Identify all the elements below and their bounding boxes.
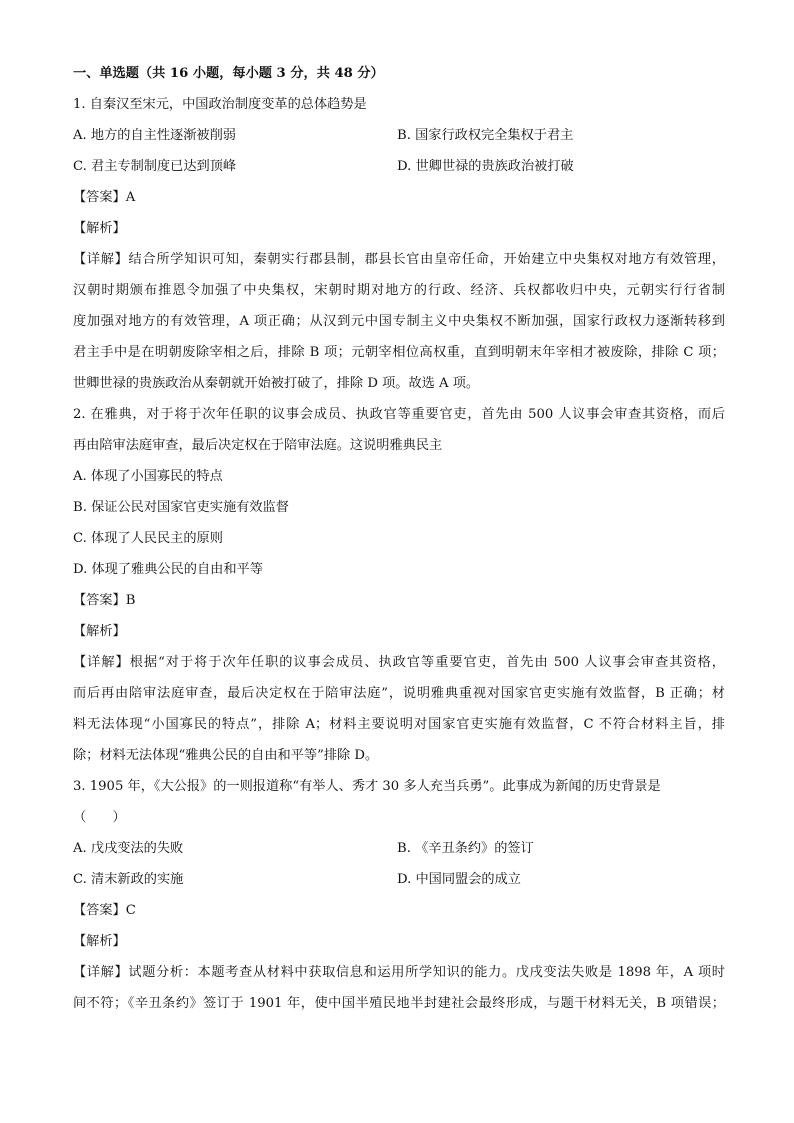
analysis-label: 【解析】 <box>73 221 126 236</box>
question-2 <box>73 399 725 771</box>
detail-line: 世卿世禄的贵族政治从秦朝就开始被打破了，排除 D 项。故选 A 项。 <box>73 376 480 391</box>
option-d: D. 中国同盟会的成立 <box>397 872 521 887</box>
option-c: C. 体现了人民民主的原则 <box>73 531 223 546</box>
option-d: D. 世卿世禄的贵族政治被打破 <box>397 159 574 174</box>
stem-line: 再由陪审法庭审查，最后决定权在于陪审法庭。这说明雅典民主 <box>73 438 443 453</box>
option-a: A. 体现了小国寡民的特点 <box>73 469 223 484</box>
option-d: D. 体现了雅典公民的自由和平等 <box>73 562 263 577</box>
question-3 <box>73 771 725 1019</box>
answer-label: 【答案】B <box>73 593 136 608</box>
answer-label: 【答案】C <box>73 903 136 918</box>
answer-label: 【答案】A <box>73 190 136 205</box>
detail-line: 汉朝时期颁布推恩令加强了中央集权，宋朝时期对地方的行政、经济、兵权都收归中央，元朝实行行省制 <box>73 283 725 298</box>
detail-line: 除；材料无法体现“雅典公民的自由和平等”排除 D。 <box>73 748 379 763</box>
detail-paragraph <box>73 647 725 771</box>
option-b: B. 国家行政权完全集权于君主 <box>397 128 574 143</box>
options-row <box>73 864 725 895</box>
analysis-label: 【解析】 <box>73 624 126 639</box>
question-1 <box>73 89 725 399</box>
question-stem <box>73 399 725 461</box>
stem-line: 2. 在雅典，对于将于次年任职的议事会成员、执政官等重要官吏，首先由 500 人议事会审查其资格，而后 <box>73 407 725 422</box>
option-a: A. 地方的自主性逐渐被削弱 <box>73 128 236 143</box>
question-stem <box>73 771 725 833</box>
question-stem: 1. 自秦汉至宋元，中国政治制度变革的总体趋势是 <box>73 97 367 112</box>
stem-line: 3. 1905 年，《大公报》的一则报道称“有举人、秀才 30 多人充当兵勇”。此事成为新闻的历史背景是 <box>73 779 661 794</box>
detail-line: 而后再由陪审法庭审查，最后决定权在于陪审法庭”，说明雅典重视对国家官吏实施有效监督，B 正确；材 <box>73 686 725 701</box>
options-row <box>73 151 725 182</box>
detail-line: 料无法体现“小国寡民的特点”，排除 A；材料主要说明对国家官吏实施有效监督，C 不符合材料主旨，排 <box>73 717 725 732</box>
option-b: B. 《辛丑条约》的签订 <box>397 841 534 856</box>
detail-line: 【详解】根据“对于将于次年任职的议事会成员、执政官等重要官吏，首先由 500 人议事会审查其资格， <box>73 655 725 670</box>
detail-line: 【详解】结合所学知识可知，秦朝实行郡县制，郡县长官由皇帝任命，开始建立中央集权对地方有效管理， <box>73 252 725 267</box>
detail-line: 君主手中是在明朝废除宰相之后，排除 B 项；元朝宰相位高权重，直到明朝末年宰相才被废除，排除 C 项； <box>73 345 725 360</box>
detail-line: 间不符；《辛丑条约》签订于 1901 年，使中国半殖民地半封建社会最终形成，与题干材料无关，B 项错误； <box>73 996 725 1011</box>
option-c: C. 君主专制制度已达到顶峰 <box>73 159 237 174</box>
options-row <box>73 120 725 151</box>
detail-paragraph <box>73 244 725 399</box>
section-title: 一、单选题（共 16 小题，每小题 3 分，共 48 分） <box>73 66 384 81</box>
stem-line: （ ） <box>73 810 126 825</box>
detail-line: 【详解】试题分析：本题考查从材料中获取信息和运用所学知识的能力。戊戌变法失败是 1898 年，A 项时 <box>73 965 725 980</box>
document-page <box>73 58 725 1019</box>
options-row <box>73 833 725 864</box>
option-c: C. 清末新政的实施 <box>73 872 184 887</box>
analysis-label: 【解析】 <box>73 934 126 949</box>
detail-line: 度加强对地方的有效管理，A 项正确；从汉到元中国专制主义中央集权不断加强，国家行政权力逐渐转移到 <box>73 314 725 329</box>
detail-paragraph <box>73 957 725 1019</box>
option-b: B. 保证公民对国家官吏实施有效监督 <box>73 500 289 515</box>
option-a: A. 戊戌变法的失败 <box>73 841 184 856</box>
